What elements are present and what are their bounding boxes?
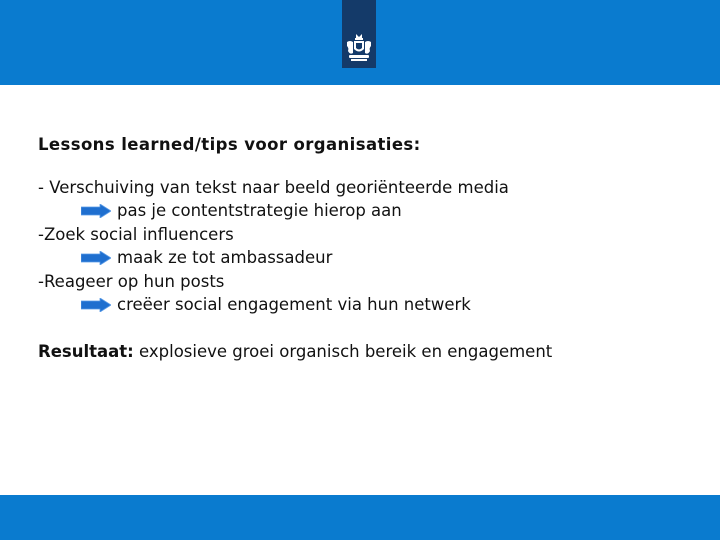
footer-band	[0, 495, 720, 540]
result-label: Resultaat:	[38, 341, 134, 361]
arrow-line	[38, 246, 698, 270]
bullet-line: - Verschuiving van tekst naar beeld georiënteerde media	[38, 177, 509, 197]
slide-content	[38, 133, 698, 363]
bullet-line: -Reageer op hun posts	[38, 271, 225, 291]
slide-heading: Lessons learned/tips voor organisaties:	[38, 135, 421, 154]
logo-tile	[342, 0, 376, 68]
bullet-line: -Zoek social influencers	[38, 224, 234, 244]
arrow-right-icon	[81, 251, 111, 265]
arrow-line	[38, 199, 698, 223]
coat-of-arms-icon	[345, 33, 373, 63]
result-line	[38, 340, 698, 364]
arrow-line-text: pas je contentstrategie hierop aan	[117, 201, 402, 220]
arrow-line-text: maak ze tot ambassadeur	[117, 248, 333, 267]
arrow-line-text: creëer social engagement via hun netwerk	[117, 295, 471, 314]
header-band	[0, 0, 720, 85]
result-text: explosieve groei organisch bereik en engagement	[133, 341, 553, 361]
arrow-right-icon	[81, 204, 111, 218]
arrow-line	[38, 293, 698, 317]
arrow-right-icon	[81, 298, 111, 312]
